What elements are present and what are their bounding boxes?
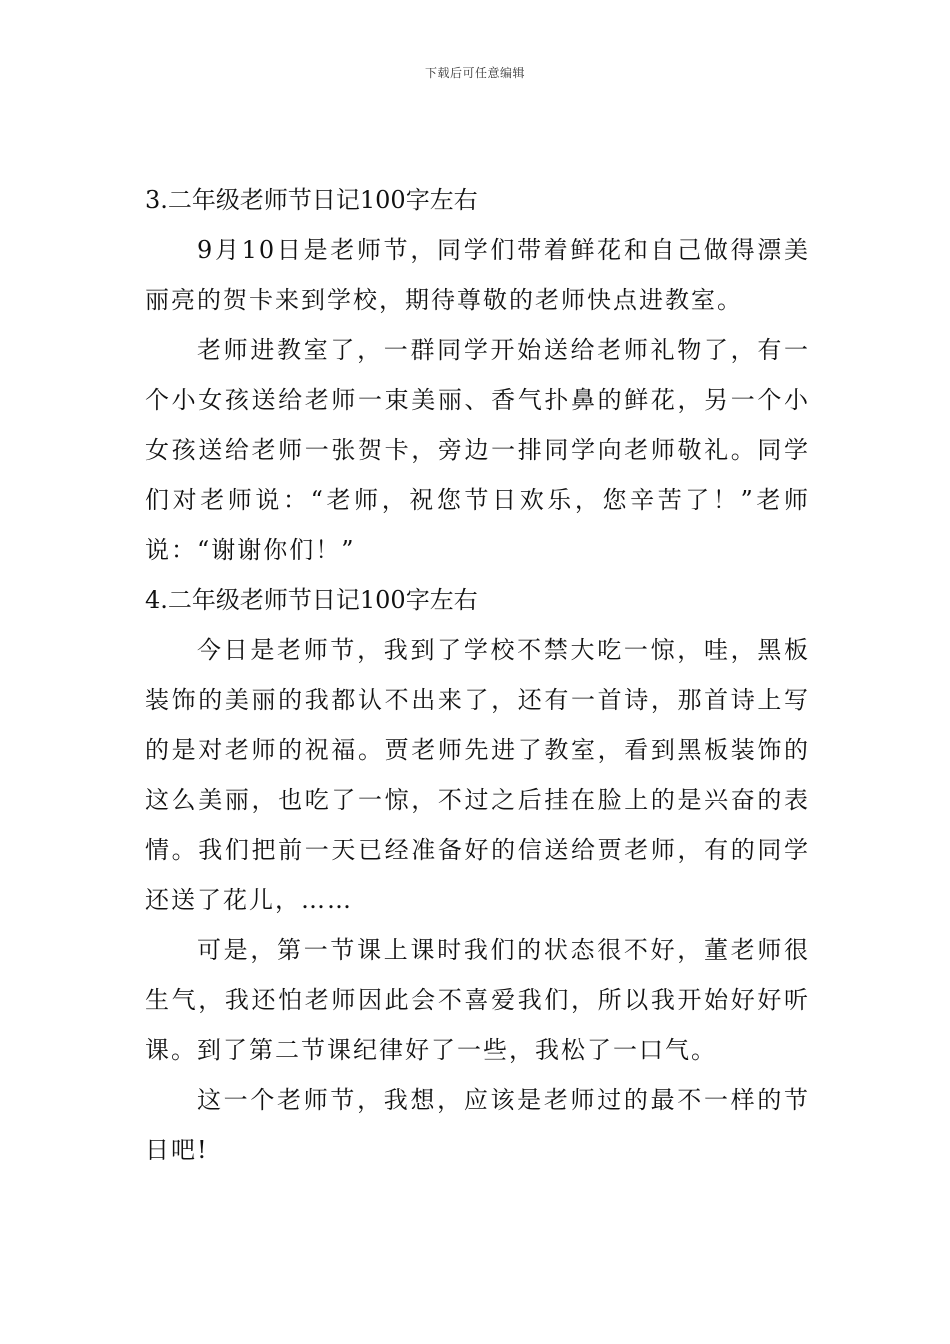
section-heading: 3.二年级老师节日记100字左右 bbox=[145, 186, 478, 214]
paragraph: 今日是老师节，我到了学校不禁大吃一惊，哇，黑板装饰的美丽的我都认不出来了，还有一首诗，那首诗上写的是对老师的祝福。贾老师先进了教室，看到黑板装饰的这么美丽，也吃了一惊，不过之后挂在脸上的是兴奋的表情。我们把前一天已经准备好的信送给贾老师，有的同学还送了花儿，…… bbox=[145, 636, 810, 914]
paragraph: 老师进教室了，一群同学开始送给老师礼物了，有一个小女孩送给老师一束美丽、香气扑鼻的鲜花，另一个小女孩送给老师一张贺卡，旁边一排同学向老师敬礼。同学们对老师说：“老师，祝您节日欢乐，您辛苦了！”老师说：“谢谢你们！” bbox=[145, 336, 810, 564]
paragraph: 9月10日是老师节，同学们带着鲜花和自己做得漂美丽亮的贺卡来到学校，期待尊敬的老师快点进教室。 bbox=[145, 236, 810, 314]
section-heading: 4.二年级老师节日记100字左右 bbox=[145, 586, 478, 614]
section-4 bbox=[145, 575, 810, 1175]
paragraph: 这一个老师节，我想，应该是老师过的最不一样的节日吧! bbox=[145, 1086, 810, 1164]
header-note: 下载后可任意编辑 bbox=[424, 66, 525, 80]
paragraph: 可是，第一节课上课时我们的状态很不好，董老师很生气，我还怕老师因此会不喜爱我们，所以我开始好好听课。到了第二节课纪律好了一些，我松了一口气。 bbox=[145, 936, 810, 1064]
document-body bbox=[145, 175, 810, 1175]
section-3 bbox=[145, 175, 810, 575]
